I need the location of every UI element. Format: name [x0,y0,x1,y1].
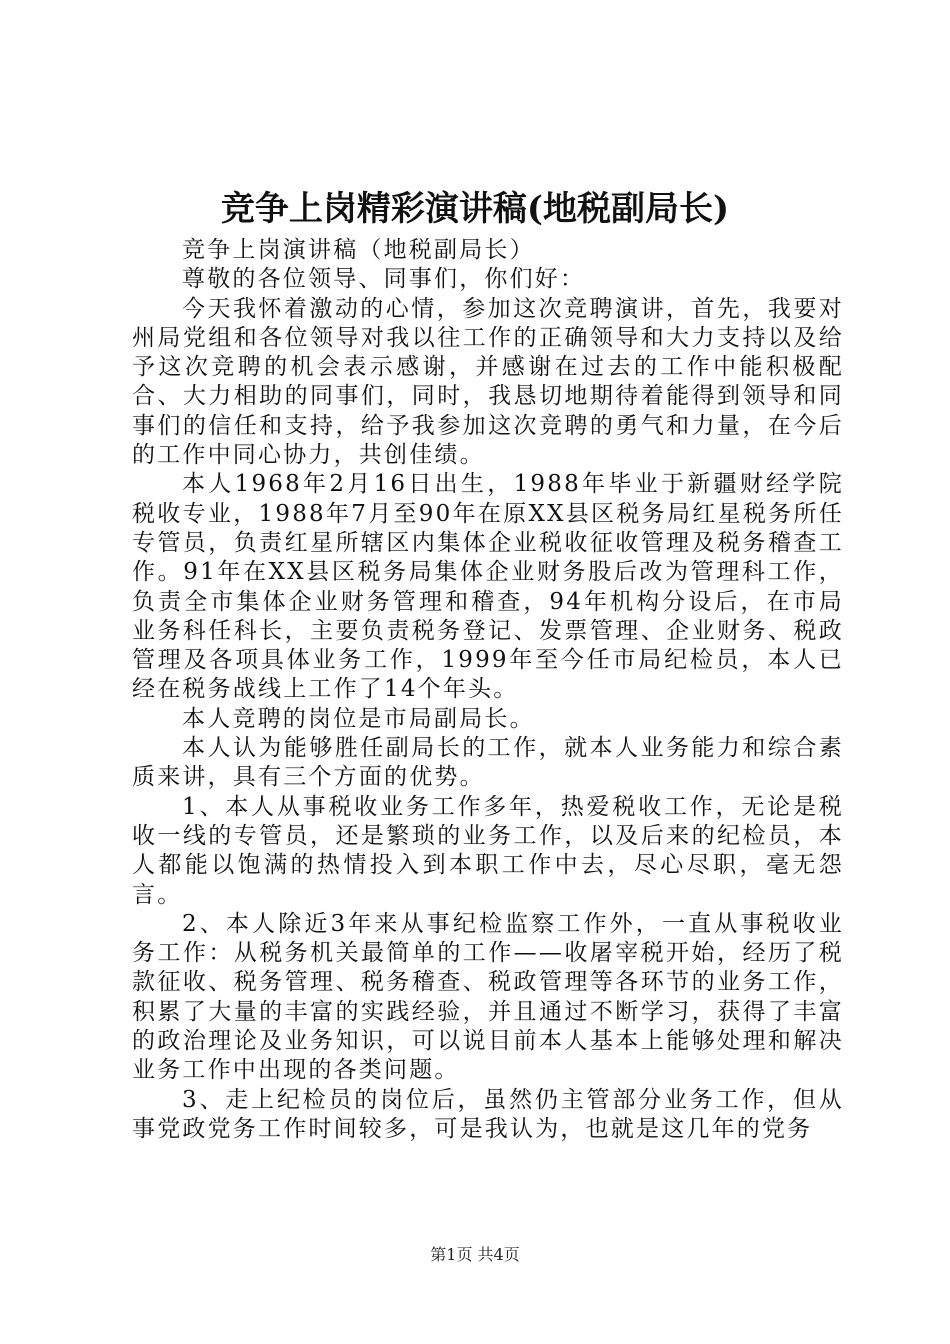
paragraph-subtitle: 竞争上岗演讲稿（地税副局长） [182,237,535,263]
paragraph-advantage-1: 1、本人从事税收业务工作多年，热爱税收工作，无论是税收一线的专管员，还是繁琐的业务工作，以及后来的纪检员，本人都能以饱满的热情投入到本职工作中去，尽心尽职，毫无怨言。 [132,793,844,908]
paragraph-salutation: 尊敬的各位领导、同事们，你们好： [182,266,586,293]
page-title: 竞争上岗精彩演讲稿(地税副局长) [220,189,730,229]
paragraph-advantage-2: 2、本人除近3年来从事纪检监察工作外，一直从事税收业务工作：从税务机关最简单的工作——收屠宰税开始，经历了税款征收、税务管理、税务稽查、税政管理等各环节的业务工作，积累了大量的丰富的实践经验，并且通过不断学习，获得了丰富的政治理论及业务知识，可以说目前本人基本上能够处理和解决业务工作中出现的各类问题。 [132,910,844,1084]
document-body [132,236,844,1144]
paragraph-advantages-intro: 本人认为能够胜任副局长的工作，就本人业务能力和综合素质来讲，具有三个方面的优势。 [132,735,844,791]
paragraph-position: 本人竞聘的岗位是市局副局长。 [182,705,535,732]
page-footer: 第1页 共4页 [430,1245,520,1264]
paragraph-opening: 今天我怀着激动的心情，参加这次竞聘演讲，首先，我要对州局党组和各位领导对我以往工作的正确领导和大力支持以及给予这次竞聘的机会表示感谢，并感谢在过去的工作中能积极配合、大力相助的同事们，同时，我恳切地期待着能得到领导和同事们的信任和支持，给予我参加这次竞聘的勇气和力量，在今后的工作中同心协力，共创佳绩。 [132,295,844,469]
paragraph-advantage-3: 3、走上纪检员的岗位后，虽然仍主管部分业务工作，但从事党政党务工作时间较多，可是我认为，也就是这几年的党务 [132,1086,844,1142]
paragraph-background: 本人1968年2月16日出生，1988年毕业于新疆财经学院税收专业，1988年7月至90年在原XX县区税务局红星税务所任专管员，负责红星所辖区内集体企业税收征收管理及税务稽查工作。91年在XX县区税务局集体企业财务股后改为管理科工作，负责全市集体企业财务管理和稽查，94年机构分设后，在市局业务科任科长，主要负责税务登记、发票管理、企业财务、税政管理及各项具体业务工作，1999年至今任市局纪检员，本人已经在税务战线上工作了14个年头。 [132,471,844,703]
